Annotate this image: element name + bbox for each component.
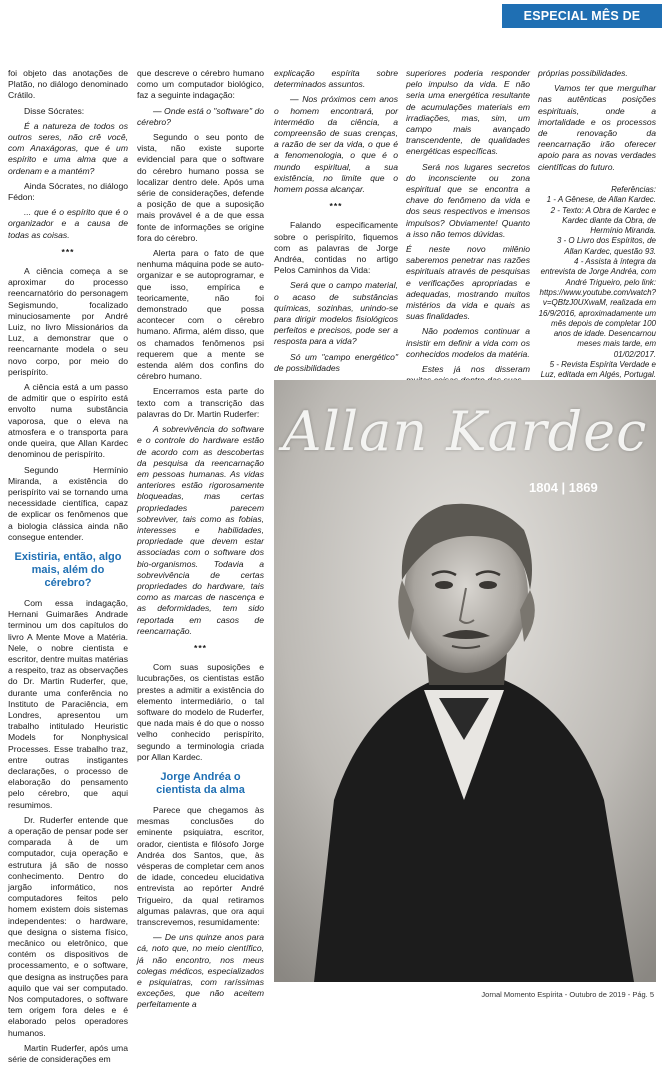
section-divider: *** <box>193 642 208 653</box>
subheading: Existiria, então, algo mais, além do cérebro? <box>14 550 122 589</box>
references <box>538 185 656 381</box>
column-3 <box>274 68 398 378</box>
paragraph: A ciência está a um passo de admitir que o espírito está envolto numa substância vaporosa, que o eleva na atmosfera e o transporta para onde queira, que Allan Kardec denominou de perispírito. <box>8 382 128 460</box>
quote: Só um "campo energético" de possibilidades <box>274 351 398 373</box>
quote: explicação espírita sobre determinados assuntos. <box>274 68 398 90</box>
quote: — Nos próximos cem anos o homem encontrará, por intermédio da ciência, a compreensão de suas crenças, a razão de ser da vida, o que é a fenomenologia, o que é o mundo espiritual, a sua existência, no limite que o homem possa alcançar. <box>274 94 398 195</box>
quote: — Onde está o "software" do cérebro? <box>137 105 264 127</box>
column-2 <box>137 68 264 1015</box>
reference-item: 3 - O Livro dos Espíritos, de Allan Kardec, questão 93. <box>556 236 656 256</box>
references-title: Referências: <box>611 185 656 194</box>
column-4 <box>406 68 530 390</box>
reference-item: 5 - Revista Espírita Verdade e Luz, editada em Algés, Portugal. <box>540 360 656 380</box>
header-bar <box>0 0 662 47</box>
paragraph: que descreve o cérebro humano como um computador biológico, faz a seguinte indagação: <box>137 68 264 101</box>
paragraph: Dr. Ruderfer entende que a operação de pensar pode ser comparada à de um computador, cuja operação e estrutura já são de nosso conhecimento. Dentro do jargão informático, nos computadores feitos pelo homem existem dois sistemas independentes: o hardware, que designa o sistema físico, mecânico ou eletrônico, que contém os dispositivos de processamento, e o software, que designa as instruções para aquilo que vai ser computado. Nos computadores, o software tem origem fora deles e é elaborado pelos operadores humanos. <box>8 814 128 1038</box>
quote: Vamos ter que mergulhar nas autênticas posições espirituais, onde a imortalidade e os processos de renovação da reencarnação irão oferecer apoio para as novas verdades científicas do futuro. <box>538 83 656 172</box>
portrait-name: Allan Kardec <box>282 400 648 463</box>
paragraph: Parece que chegamos às mesmas conclusões do eminente psiquiatra, escritor, orador, cientista e filósofo Jorge Andréa dos Santos, que, às vésperas de completar cem anos de idade, concedeu elucidativa entrevista ao repórter André Trigueiro, da qual retiramos algumas palavras, que ora aqui transcrevemos, resumidamente: <box>137 804 264 928</box>
paragraph: A ciência começa a se aproximar do processo reencarnatório do personagem Segismundo, focalizado minuciosamente por André Luiz, no livro Missionários da Luz, a demonstrar que o reencarnante modela o seu novo corpo, por meio do perispírito. <box>8 266 128 377</box>
quote: próprias possibilidades. <box>538 68 628 78</box>
quote: Será que o campo material, o acaso de substâncias químicas, sozinhas, unindo-se para dirigir modelos fisiológicos perfeitos e precisos, pode ser a resposta para a vida? <box>274 280 398 347</box>
quote: É a natureza de todos os outros seres, não crê você, com Anaxágoras, que é um espírito e uma alma que a ordenam e a mantém? <box>8 120 128 176</box>
portrait-years: 1804 | 1869 <box>529 480 598 495</box>
paragraph: Com suas suposições e lucubrações, os cientistas estão prestes a admitir a existência do elemento intermediário, o tal software do modelo de Ruderfer, que nada mais é do que o nosso velho conhecido perispírito, segundo a terminologia criada por Allan Kardec. <box>137 662 264 762</box>
paragraph: foi objeto das anotações de Platão, no diálogo denominado Crátilo. <box>8 68 128 101</box>
column-5 <box>538 68 656 177</box>
portrait-illustration <box>274 380 656 982</box>
quote: Será nos lugares secretos do inconsciente ou zona espiritual que se encontra a chave do fenômeno da vida e dos seus respectivos e imensos impulsos? Obviamente! Quanto a isso não temos dúvidas. <box>406 161 530 239</box>
reference-item: 1 - A Gênese, de Allan Kardec. <box>546 195 656 205</box>
paragraph: Alerta para o fato de que nenhuma máquina pode se auto-organizar e se autoprogramar, e que isso, empírica e teoricamente, não foi demonstrado que possa acontecer com o cérebro humano. Afirma, além disso, que os chamados fenômenos psi requerem que a mente se estenda além dos confins do cérebro humano. <box>137 248 264 382</box>
quote: Estes já nos disseram <box>422 364 530 375</box>
allan-kardec-portrait <box>274 380 656 982</box>
subheading: Jorge Andréa o cientista da alma <box>156 770 245 796</box>
reference-item: 4 - Assista à íntegra da entrevista de Jorge Andréa, com André Trigueiro, pelo link: https://www.youtube.com/watch?v=QBfzJ0UXwaM, realizada em 16/9/2016, aproximadamente um mês depois de completar 100 anos de idade. Desencarnou meses mais tarde, em 01/02/2017. <box>538 257 656 359</box>
section-badge: ESPECIAL MÊS DE KARDEC <box>502 4 662 28</box>
paragraph: Ainda Sócrates, no diálogo Fédon: <box>8 180 128 203</box>
paragraph: Encerramos esta parte do texto com a transcrição das palavras do Dr. Martin Ruderfer: <box>137 386 264 419</box>
page-footer: Jornal Momento Espírita - Outubro de 2019 - Pág. 5 <box>481 990 654 999</box>
section-divider: *** <box>329 201 343 212</box>
paragraph: Com essa indagação, Hernani Guimarães Andrade terminou um dos capítulos do livro A Mente Move a Matéria. Nele, o nobre cientista e escritor, dentre muitas matérias a respeito, traz as observações do Dr. Martin Ruderfer, que, durante uma conferência no Instituto de Paraciência, em Londres, apresentou um trabalho intitulado Heuristic Models for Nonphysical Processes. Esse trabalho traz, entre outras instigantes declarações, o processo de elaboração do pensamento pelo cérebro, que aqui resumimos. <box>8 597 128 810</box>
paragraph: Segundo Hermínio Miranda, a existência do perispírito vai se tornando uma necessidade científica, capaz de explicar os fenômenos que a biologia clássica ainda não consegue entender. <box>8 464 128 542</box>
quote: superiores poderia responder pelo impulso da vida. E não seria uma energética resultante de acumulações materiais em irradiações, mas, sim, um campo mais avançado transcendente, de qualidades energéticas específicas. <box>406 68 530 157</box>
paragraph: Segundo o seu ponto de vista, não existe suporte evidencial para que o software do cérebro humano possa se localizar dentro dele. Após uma série de considerações, defende a posição de que a suposição mais provável é a de que essa fonte de informações se origine fora do cérebro. <box>137 132 264 243</box>
quote: A sobrevivência do software e o controle do hardware estão de acordo com as descobertas da pesquisa da reencarnação em pessoas humanas. As vidas anteriores estão rigorosamente bloqueadas, mas certas propriedades parecem sobreviver, tais como as fobias, interesses e habilidades, propriedade que devem estar associadas com o software dos bio-organismos. Todavia a sobrevivência de certas propriedades do hardware, tais como as marcas de nascença e as deformidades, tem sido reportada em casos de reencarnação. <box>137 424 264 636</box>
column-1 <box>8 68 128 1069</box>
paragraph: Martin Ruderfer, após uma série de considerações em <box>8 1042 128 1065</box>
quote: É neste novo milênio saberemos penetrar nas razões espirituais através de pesquisas e verificações apropriadas e adequadas, mostrando muitos mistérios da vida e quais as suas finalidades. <box>406 244 530 322</box>
quote: Não podemos continuar a insistir em definir a vida com os conhecidos modelos da matéria. <box>406 326 530 359</box>
paragraph: Falando especificamente sobre o perispírito, fiquemos com as palavras de Jorge Andréa, contidas no artigo Pelos Caminhos da Vida: <box>274 220 398 276</box>
section-divider: *** <box>61 246 75 257</box>
quote: — De uns quinze anos para cá, noto que, no meio científico, já não encontro, nos meus colegas médicos, especializados e psiquiatras, com raríssimas exceções, que não aceitem perfeitamente a <box>137 932 264 1010</box>
quote: ... que é o espírito que é o organizador e a causa de todas as coisas. <box>8 207 128 240</box>
reference-item: 2 - Texto: A Obra de Kardec e Kardec diante da Obra, de Hermínio Miranda. <box>550 205 656 236</box>
paragraph: Disse Sócrates: <box>24 105 85 116</box>
